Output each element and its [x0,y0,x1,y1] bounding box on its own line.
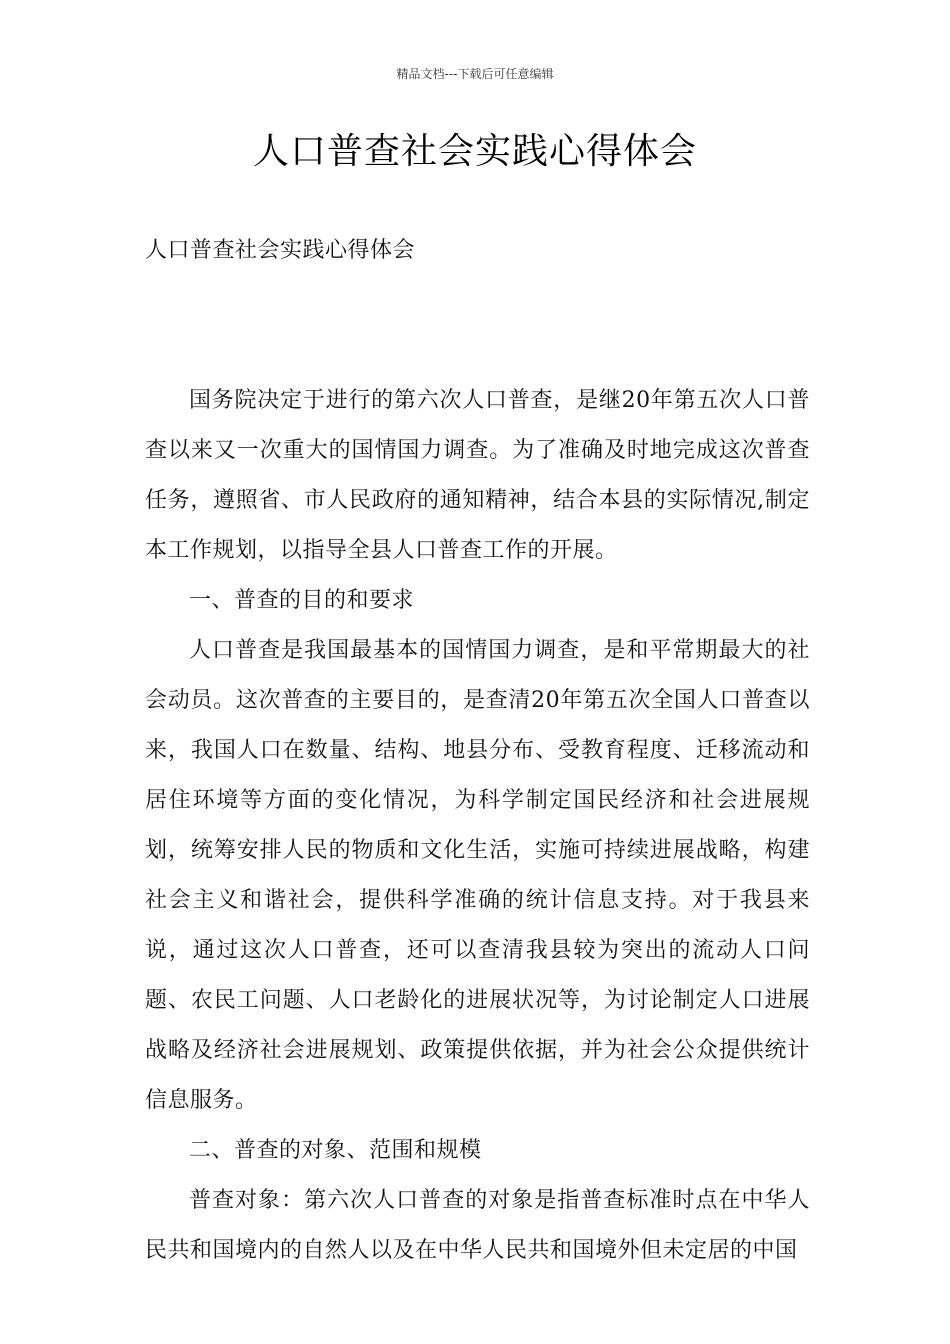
document-title: 人口普查社会实践心得体会 [252,131,697,172]
paragraph-scope: 普查对象：第六次人口普查的对象是指普查标准时点在中华人民共和国境内的自然人以及在中华人民共和国境外但未定居的中国 [145,1188,810,1263]
section-heading-2: 二、普查的对象、范围和规模 [189,1138,482,1163]
document-body [145,376,810,1276]
header-note: 精品文档---下载后可任意编辑 [396,67,554,81]
document-subtitle: 人口普查社会实践心得体会 [145,238,416,263]
section-heading-1: 一、普查的目的和要求 [189,588,415,613]
paragraph-intro: 国务院决定于进行的第六次人口普查，是继20年第五次人口普查以来又一次重大的国情国力调查。为了准确及时地完成这次普查任务，遵照省、市人民政府的通知精神，结合本县的实际情况,制定本工作规划，以指导全县人口普查工作的开展。 [145,388,810,563]
paragraph-purpose: 人口普查是我国最基本的国情国力调查，是和平常期最大的社会动员。这次普查的主要目的，是查清20年第五次全国人口普查以来，我国人口在数量、结构、地县分布、受教育程度、迁移流动和居住环境等方面的变化情况，为科学制定国民经济和社会进展规划，统筹安排人民的物质和文化生活，实施可持续进展战略，构建社会主义和谐社会，提供科学准确的统计信息支持。对于我县来说，通过这次人口普查，还可以查清我县较为突出的流动人口问题、农民工问题、人口老龄化的进展状况等，为讨论制定人口进展战略及经济社会进展规划、政策提供依据，并为社会公众提供统计信息服务。 [145,638,810,1113]
